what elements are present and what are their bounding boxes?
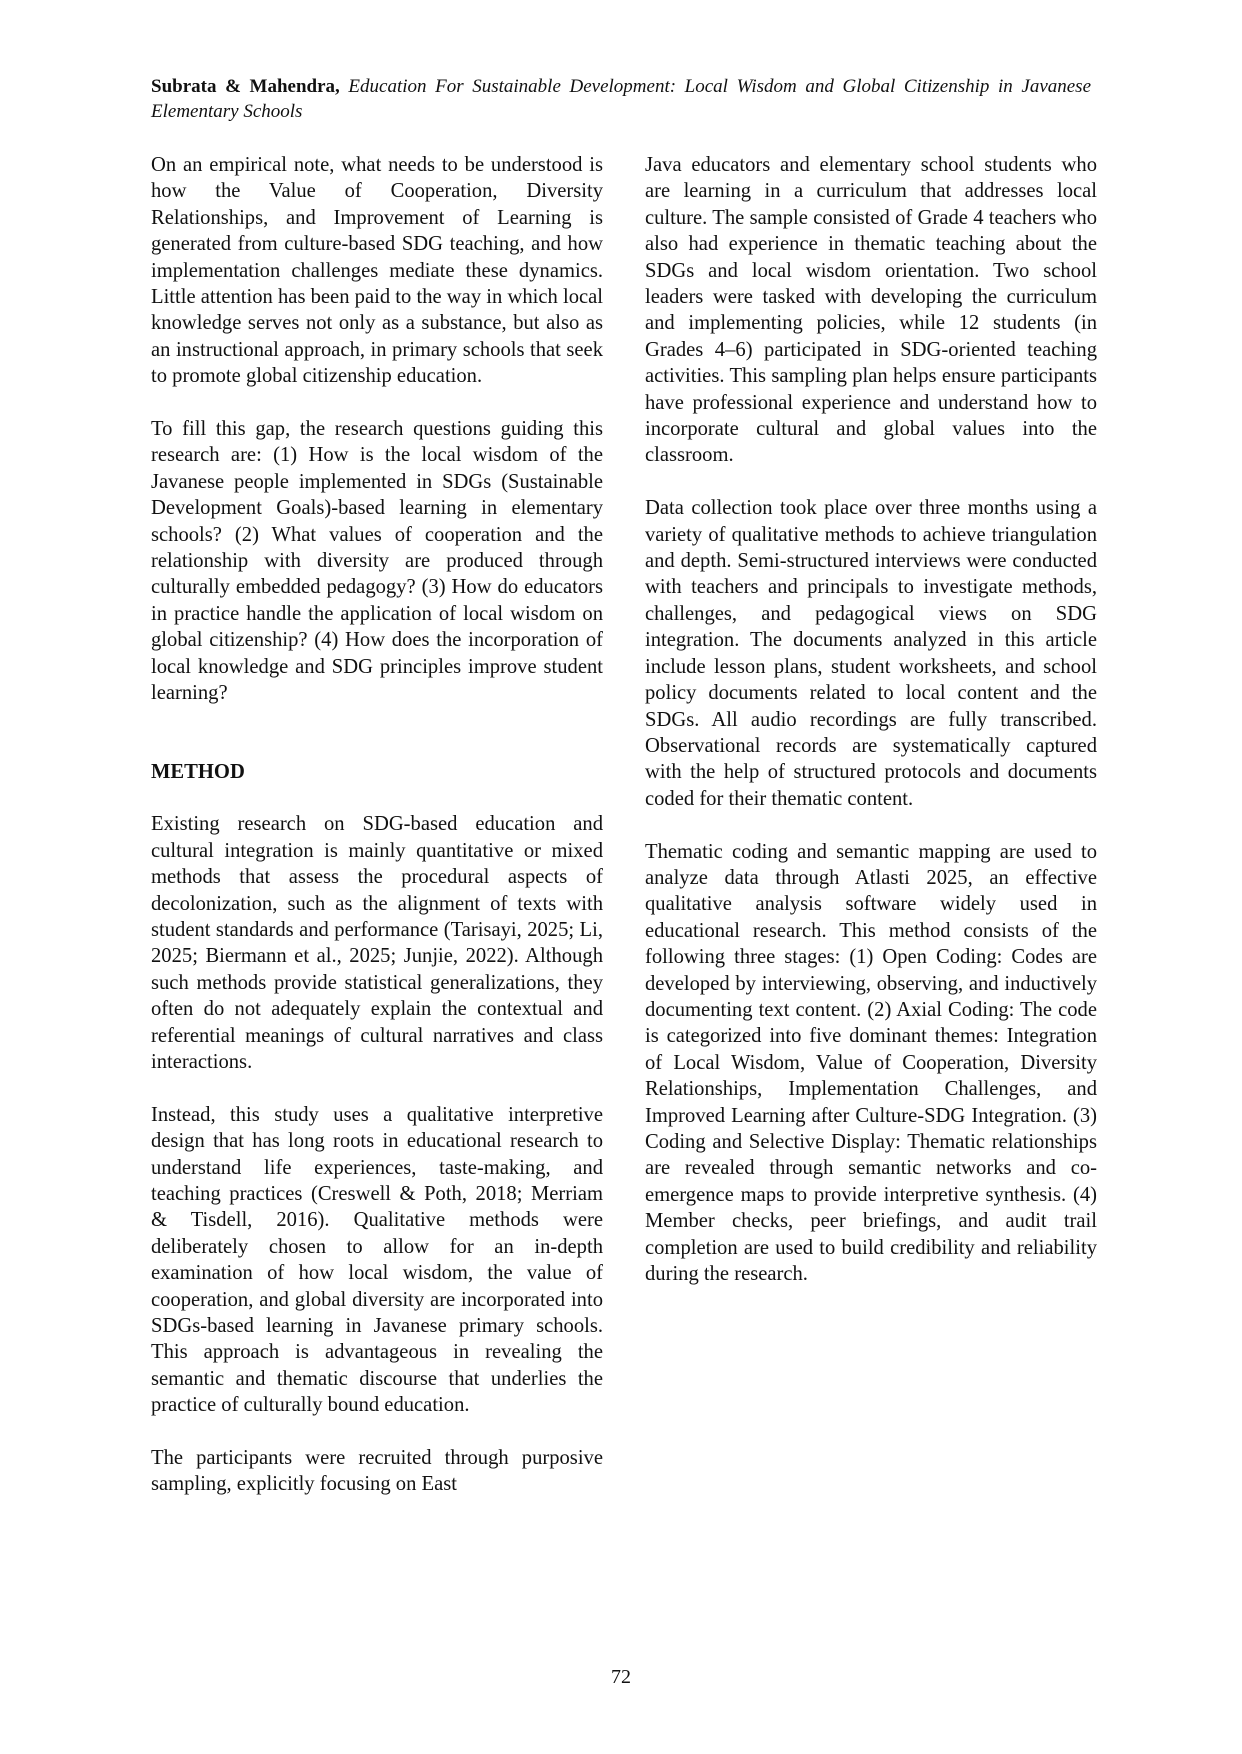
right-column <box>645 152 1097 1287</box>
paragraph-existing-research: Existing research on SDG-based education and cultural integration is mainly quantitative or mixed methods that assess the procedural aspects of decolonization, such as the alignment of texts with student standards and performance (Tarisayi, 2025; Li, 2025; Biermann et al., 2025; Junjie, 2022). Although such methods provide statistical generalizations, they often do not adequately explain the contextual and referential meanings of cultural narratives and class interactions. <box>151 813 603 1073</box>
paragraph-participants-start: The participants were recruited through purposive sampling, explicitly focusing on East <box>151 1447 603 1496</box>
paragraph-gap-note: On an empirical note, what needs to be understood is how the Value of Cooperation, Diversity Relationships, and Improvement of Learning is generated from culture-based SDG teaching, and how implementation challenges mediate these dynamics. Little attention has been paid to the way in which local knowledge serves not only as a substance, but also as an instructional approach, in primary schools that seek to promote global citizenship education. <box>151 154 603 388</box>
paragraph-thematic-coding: Thematic coding and semantic mapping are used to analyze data through Atlasti 2025, an effective qualitative analysis software widely used in educational research. This method consists of the following three stages: (1) Open Coding: Codes are developed by interviewing, observing, and inductively documenting text content. (2) Axial Coding: The code is categorized into five dominant themes: Integration of Local Wisdom, Value of Cooperation, Diversity Relationships, Implementation Challenges, and Improved Learning after Culture-SDG Integration. (3) Coding and Selective Display: Thematic relationships are revealed through semantic networks and co-emergence maps to provide interpretive synthesis. (4) Member checks, peer briefings, and audit trail completion are used to build credibility and reliability during the research. <box>645 840 1097 1286</box>
running-header <box>151 74 1091 124</box>
paragraph-data-collection: Data collection took place over three months using a variety of qualitative methods to achieve triangulation and depth. Semi-structured interviews were conducted with teachers and principals to investigate methods, challenges, and pedagogical views on SDG integration. The documents analyzed in this article include lesson plans, student worksheets, and school policy documents related to local content and the SDGs. All audio recordings are fully transcribed. Observational records are systematically captured with the help of structured protocols and documents coded for their thematic content. <box>645 497 1097 810</box>
page-number: 72 <box>611 1666 631 1688</box>
left-column <box>151 152 603 1498</box>
section-heading-method: METHOD <box>151 760 245 783</box>
paragraph-research-questions: To fill this gap, the research questions guiding this research are: (1) How is the local wisdom of the Javanese people implemented in SDGs (Sustainable Development Goals)-based learning in elementary schools? (2) What values of cooperation and the relationship with diversity are produced through culturally embedded pedagogy? (3) How do educators in practice handle the application of local wisdom on global citizenship? (4) How does the incorporation of local knowledge and SDG principles improve student learning? <box>151 418 603 705</box>
paragraph-qualitative-design: Instead, this study uses a qualitative interpretive design that has long roots in educational research to understand life experiences, taste-making, and teaching practices (Creswell & Poth, 2018; Merriam & Tisdell, 2016). Qualitative methods were deliberately chosen to allow for an in-depth examination of how local wisdom, the value of cooperation, and global diversity are incorporated into SDGs-based learning in Javanese primary schools. This approach is advantageous in revealing the semantic and thematic discourse that underlies the practice of culturally bound education. <box>151 1103 603 1417</box>
header-authors: Subrata & Mahendra, <box>151 76 340 97</box>
paragraph-participants-cont: Java educators and elementary school students who are learning in a curriculum that addresses local culture. The sample consisted of Grade 4 teachers who also had experience in thematic teaching about the SDGs and local wisdom orientation. Two school leaders were tasked with developing the curriculum and implementing policies, while 12 students (in Grades 4–6) participated in SDG-oriented teaching activities. This sampling plan helps ensure participants have professional experience and understand how to incorporate cultural and global values into the classroom. <box>645 154 1097 467</box>
header-title: Education For Sustainable Development: Local Wisdom and Global Citizenship in Javanese Elementary Schools <box>151 76 1092 122</box>
